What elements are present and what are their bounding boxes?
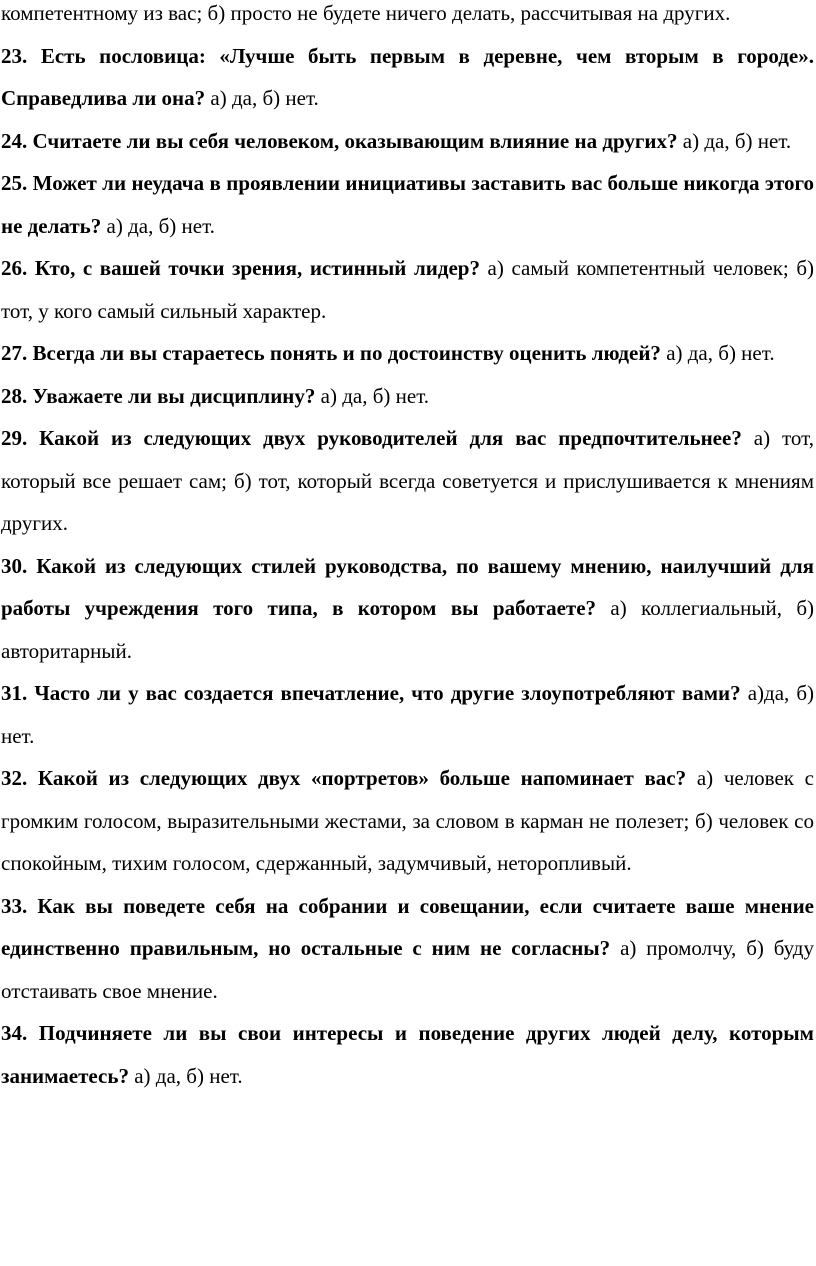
- question-text: 34. Подчиняете ли вы свои интересы и поведение других людей делу, которым занимаетесь?: [1, 1021, 814, 1088]
- answer-text: а) да, б) нет.: [666, 341, 775, 365]
- question-text: 32. Какой из следующих двух «портретов» больше напоминает вас?: [1, 766, 687, 790]
- question-23: [1, 35, 814, 120]
- question-text: 26. Кто, с вашей точки зрения, истинный лидер?: [1, 256, 480, 280]
- question-text: 31. Часто ли у вас создается впечатление, что другие злоупотребляют вами?: [1, 681, 741, 705]
- question-27: [1, 332, 814, 375]
- question-text: 25. Может ли неудача в проявлении инициативы заставить вас больше никогда этого не делать?: [1, 171, 814, 238]
- answer-text: а)да, б) нет.: [1, 681, 815, 748]
- answer-text: а) да, б) нет.: [682, 128, 792, 153]
- answer-text: а) тот, который все решает сам; б) тот, который всегда советуется и прислушивается к мнениям других.: [1, 426, 814, 535]
- answer-text: а) промолчу, б) буду отстаивать свое мнение.: [1, 936, 814, 1003]
- question-32: [1, 757, 814, 885]
- question-26: [1, 247, 814, 332]
- question-34: [1, 1012, 814, 1097]
- question-33: [1, 885, 814, 1013]
- answer-text: компетентному из вас; б) просто не будете ничего делать, рассчитывая на других.: [1, 1, 731, 25]
- answer-text: а) да, б) нет.: [106, 213, 215, 238]
- question-text: 33. Как вы поведете себя на собрании и совещании, если считаете ваше мнение единственно правильным, но остальные с ним не согласны?: [1, 893, 814, 960]
- question-text: 30. Какой из следующих стилей руководства, по вашему мнению, наилучший для работы учреждения того типа, в котором вы работаете?: [1, 553, 814, 620]
- answer-text: а) человек с громким голосом, выразительными жестами, за словом в карман не полезет; б) человек со спокойным, тихим голосом, сдержанный, задумчивый, неторопливый.: [1, 766, 815, 875]
- answer-text: а) да, б) нет.: [320, 383, 430, 408]
- question-text: 24. Считаете ли вы себя человеком, оказывающим влияние на других?: [1, 128, 678, 153]
- answer-text: а) да, б) нет.: [134, 1063, 243, 1088]
- answer-text: а) самый компетентный человек; б) тот, у кого самый сильный характер.: [1, 256, 814, 323]
- question-text: 27. Всегда ли вы стараетесь понять и по достоинству оценить людей?: [1, 341, 661, 365]
- question-text: 23. Есть пословица: «Лучше быть первым в деревне, чем вторым в городе». Справедлива ли она?: [1, 43, 814, 110]
- answer-text: а) коллегиальный, б) авторитарный.: [1, 596, 814, 663]
- answer-text: а) да, б) нет.: [210, 86, 319, 110]
- question-31: [1, 672, 814, 757]
- question-text: 28. Уважаете ли вы дисциплину?: [1, 383, 316, 408]
- question-30: [1, 545, 814, 673]
- question-25: [1, 162, 814, 247]
- question-29: [1, 417, 814, 545]
- question-24: [1, 120, 814, 163]
- question-28: [1, 375, 814, 418]
- question-text: 29. Какой из следующих двух руководителей для вас предпочтительнее?: [1, 426, 742, 450]
- paragraph-continuation: [1, 0, 814, 35]
